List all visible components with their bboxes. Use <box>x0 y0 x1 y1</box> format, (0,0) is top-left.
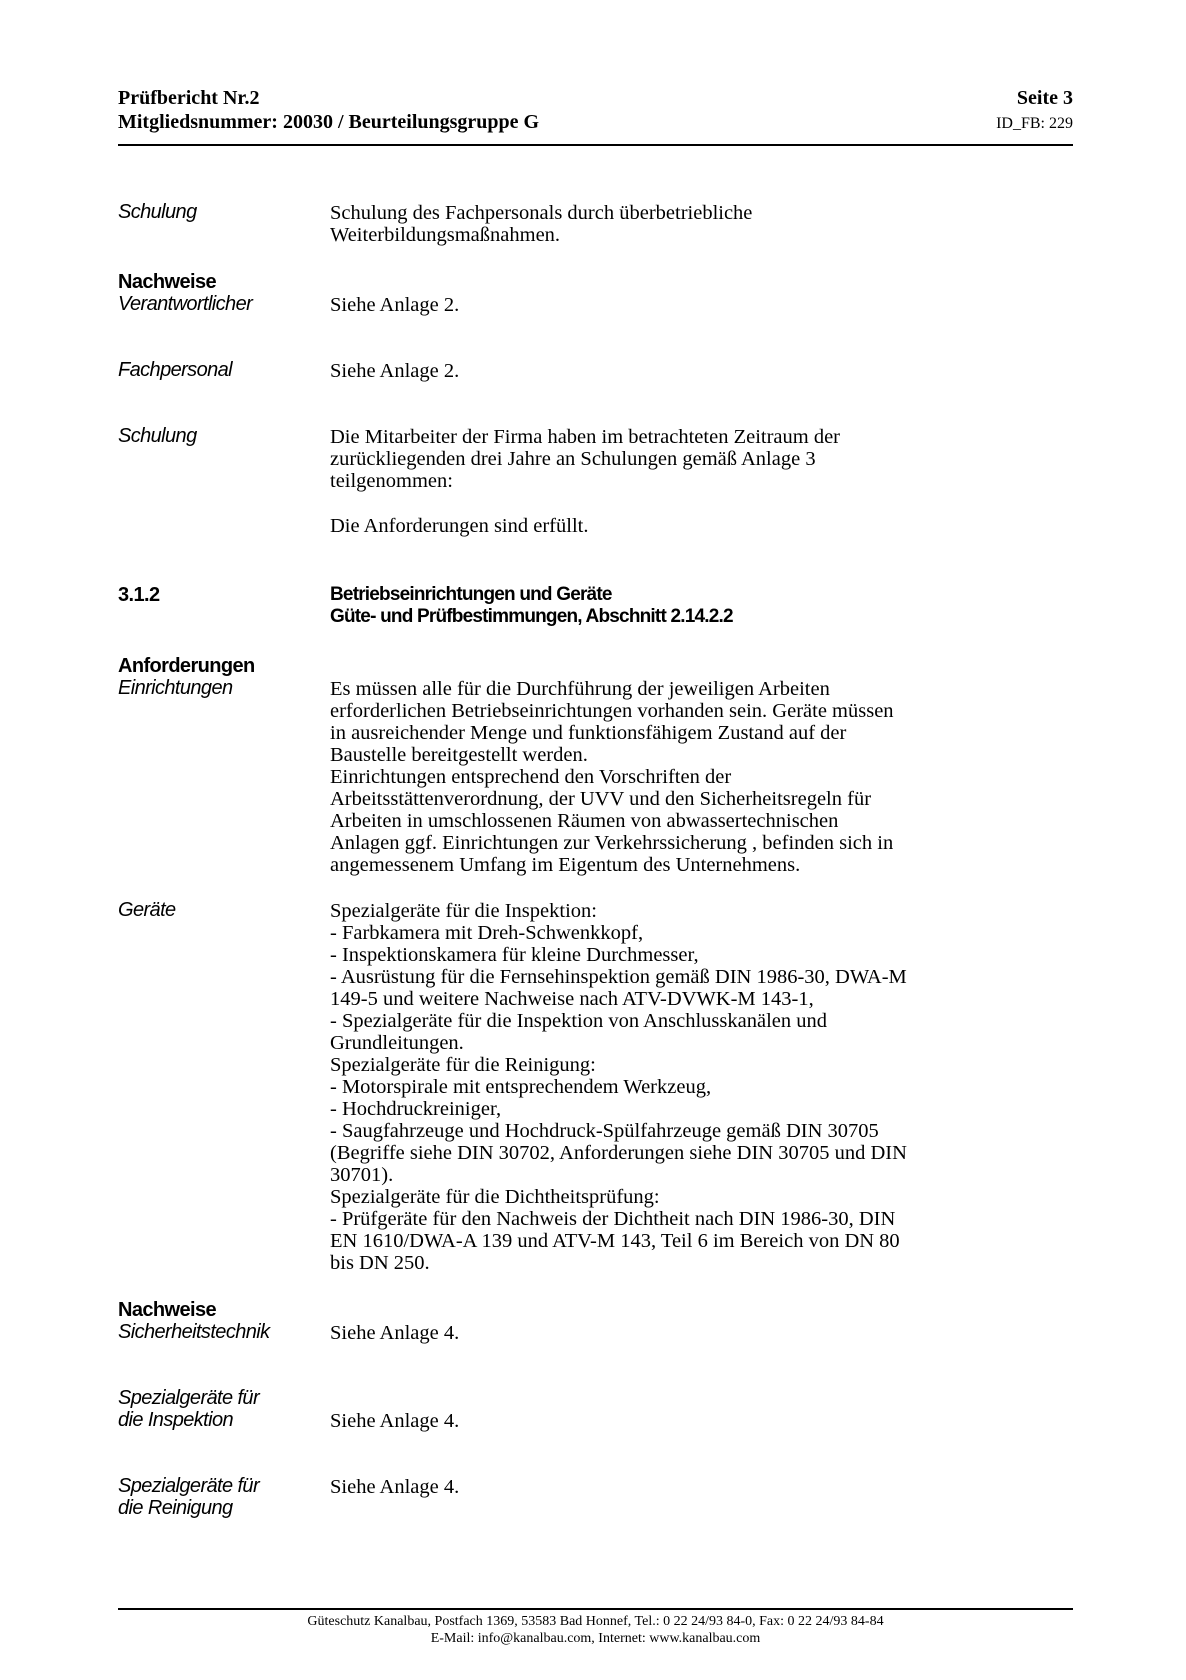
text-line: angemessenem Umfang im Eigentum des Unternehmens. <box>330 854 801 876</box>
text-line: - Ausrüstung für die Fernsehinspektion gemäß DIN 1986-30, DWA-M <box>330 966 907 988</box>
page-footer <box>118 1613 1073 1647</box>
text-line: 30701). <box>330 1164 394 1186</box>
text-spezialgeraete-inspektion <box>330 1410 990 1432</box>
section-title: Betriebseinrichtungen und Geräte <box>330 584 612 605</box>
text-line: zurückliegenden drei Jahre an Schulungen gemäß Anlage 3 <box>330 448 816 470</box>
footer-address: Güteschutz Kanalbau, Postfach 1369, 53583 Bad Honnef, Tel.: 0 22 24/93 84-0, Fax: 0 22 24/93 84-84 <box>307 1614 884 1629</box>
page-number: Seite 3 <box>1016 87 1073 109</box>
report-id: ID_FB: 229 <box>996 115 1073 132</box>
label-spezialgeraete-inspektion-2: die Inspektion <box>118 1409 234 1431</box>
text-line: 149-5 und weitere Nachweise nach ATV-DVWK-M 143-1, <box>330 988 814 1010</box>
member-line: Mitgliedsnummer: 20030 / Beurteilungsgruppe G <box>118 111 540 133</box>
heading-nachweise-1: Nachweise <box>118 271 216 293</box>
label-verantwortlicher: Verantwortlicher <box>118 293 253 315</box>
text-line: Es müssen alle für die Durchführung der jeweiligen Arbeiten <box>330 678 830 700</box>
text-schulung-2 <box>330 426 990 492</box>
text-line: Spezialgeräte für die Inspektion: <box>330 900 597 922</box>
heading-nachweise-2: Nachweise <box>118 1299 216 1321</box>
text-requirements-fulfilled <box>330 515 990 537</box>
text-line: Arbeitsstättenverordnung, der UVV und den Sicherheitsregeln für <box>330 788 872 810</box>
text-line: Siehe Anlage 4. <box>330 1410 460 1432</box>
text-line: erforderlichen Betriebseinrichtungen vorhanden sein. Geräte müssen <box>330 700 894 722</box>
text-line: - Prüfgeräte für den Nachweis der Dichtheit nach DIN 1986-30, DIN <box>330 1208 896 1230</box>
text-line: Siehe Anlage 2. <box>330 360 460 382</box>
report-title: Prüfbericht Nr.2 <box>118 87 260 109</box>
text-line: Spezialgeräte für die Reinigung: <box>330 1054 596 1076</box>
text-geraete <box>330 900 990 1274</box>
section-subtitle: Güte- und Prüfbestimmungen, Abschnitt 2.14.2.2 <box>330 606 733 627</box>
text-line: teilgenommen: <box>330 470 453 492</box>
text-line: Siehe Anlage 4. <box>330 1322 460 1344</box>
text-einrichtungen <box>330 678 990 876</box>
text-line: EN 1610/DWA-A 139 und ATV-M 143, Teil 6 im Bereich von DN 80 <box>330 1230 900 1252</box>
label-spezialgeraete-inspektion-1: Spezialgeräte für <box>118 1387 260 1409</box>
label-geraete: Geräte <box>118 899 176 921</box>
text-line: Baustelle bereitgestellt werden. <box>330 744 588 766</box>
text-line: - Farbkamera mit Dreh-Schwenkkopf, <box>330 922 644 944</box>
label-einrichtungen: Einrichtungen <box>118 677 233 699</box>
text-line: (Begriffe siehe DIN 30702, Anforderungen siehe DIN 30705 und DIN <box>330 1142 907 1164</box>
label-schulung-2: Schulung <box>118 425 197 447</box>
label-spezialgeraete-reinigung-2: die Reinigung <box>118 1497 233 1519</box>
text-fachpersonal <box>330 360 990 382</box>
text-line: - Spezialgeräte für die Inspektion von Anschlusskanälen und <box>330 1010 827 1032</box>
page-header <box>118 86 1073 134</box>
header-divider <box>118 144 1073 146</box>
heading-anforderungen: Anforderungen <box>118 655 255 677</box>
text-spezialgeraete-reinigung <box>330 1476 990 1498</box>
text-line: - Hochdruckreiniger, <box>330 1098 502 1120</box>
text-line: Siehe Anlage 2. <box>330 294 460 316</box>
label-fachpersonal: Fachpersonal <box>118 359 232 381</box>
section-number: 3.1.2 <box>118 584 160 606</box>
text-line: Die Mitarbeiter der Firma haben im betrachteten Zeitraum der <box>330 426 841 448</box>
text-line: - Saugfahrzeuge und Hochdruck-Spülfahrzeuge gemäß DIN 30705 <box>330 1120 879 1142</box>
text-line: Siehe Anlage 4. <box>330 1476 460 1498</box>
text-line: Einrichtungen entsprechend den Vorschriften der <box>330 766 732 788</box>
text-line: - Inspektionskamera für kleine Durchmesser, <box>330 944 699 966</box>
text-line: in ausreichender Menge und funktionsfähigem Zustand auf der <box>330 722 847 744</box>
label-sicherheitstechnik: Sicherheitstechnik <box>118 1321 270 1343</box>
footer-divider <box>118 1608 1073 1610</box>
text-line: Spezialgeräte für die Dichtheitsprüfung: <box>330 1186 660 1208</box>
text-line: bis DN 250. <box>330 1252 430 1274</box>
text-schulung-1 <box>330 202 990 246</box>
text-line: Grundleitungen. <box>330 1032 464 1054</box>
text-line: Anlagen ggf. Einrichtungen zur Verkehrssicherung , befinden sich in <box>330 832 894 854</box>
text-line: Die Anforderungen sind erfüllt. <box>330 515 589 537</box>
label-spezialgeraete-reinigung-1: Spezialgeräte für <box>118 1475 260 1497</box>
text-line: Schulung des Fachpersonals durch überbetriebliche <box>330 202 753 224</box>
label-schulung-1: Schulung <box>118 201 197 223</box>
text-sicherheitstechnik <box>330 1322 990 1344</box>
text-line: - Motorspirale mit entsprechendem Werkzeug, <box>330 1076 712 1098</box>
text-line: Arbeiten in umschlossenen Räumen von abwassertechnischen <box>330 810 839 832</box>
text-verantwortlicher <box>330 294 990 316</box>
text-line: Weiterbildungsmaßnahmen. <box>330 224 561 246</box>
footer-contact: E-Mail: info@kanalbau.com, Internet: www.kanalbau.com <box>430 1631 761 1646</box>
